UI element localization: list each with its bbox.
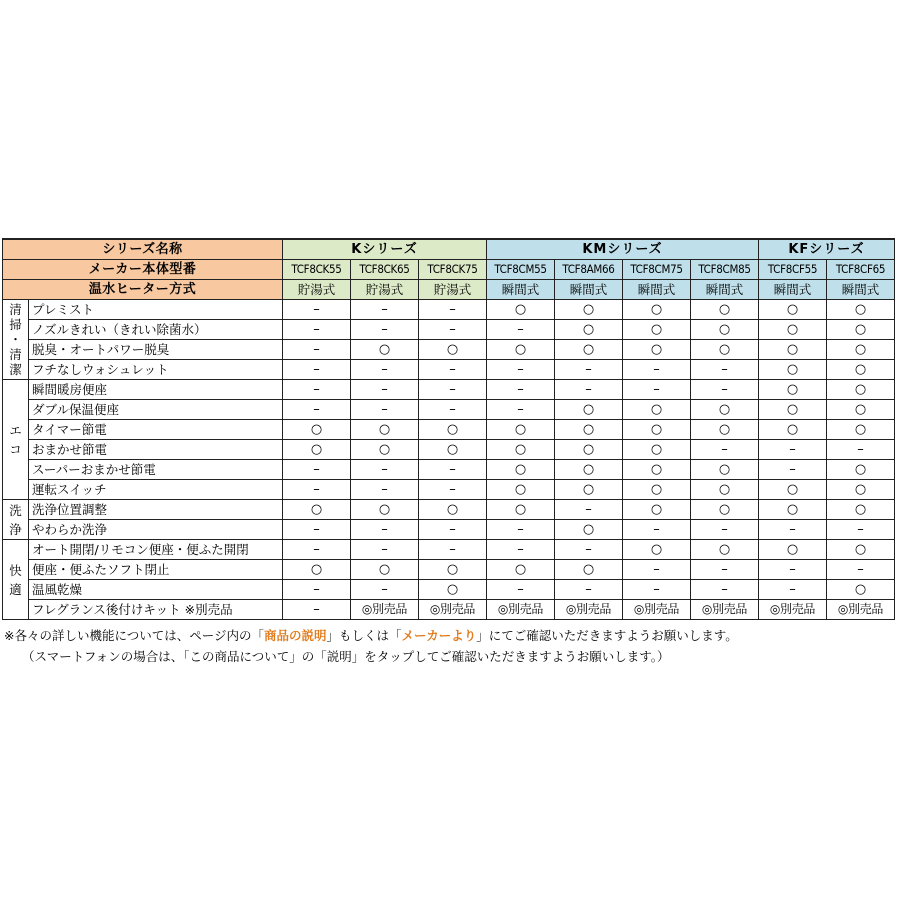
value-cell: ○: [827, 480, 895, 500]
table-row: [3, 320, 895, 340]
table-row: [3, 560, 895, 580]
value-cell: ○: [759, 480, 827, 500]
value-cell: ○: [827, 460, 895, 480]
category-char: 快: [9, 562, 22, 578]
value-cell: ○: [691, 400, 759, 420]
value-cell: –: [283, 540, 351, 560]
feature-name: 脱臭・オートパワー脱臭: [29, 340, 283, 360]
value-cell: ○: [487, 300, 555, 320]
model-6: TCF8CM85: [691, 260, 759, 280]
value-cell: –: [487, 580, 555, 600]
table-row: [3, 500, 895, 520]
value-cell: –: [419, 520, 487, 540]
value-cell: ◎別売品: [419, 600, 487, 620]
value-cell: –: [351, 380, 419, 400]
value-cell: ○: [827, 320, 895, 340]
model-5: TCF8CM75: [623, 260, 691, 280]
value-cell: ○: [827, 340, 895, 360]
value-cell: ○: [759, 500, 827, 520]
model-4: TCF8AM66: [555, 260, 623, 280]
value-cell: –: [283, 600, 351, 620]
series-name-1: KMシリーズ: [487, 239, 759, 260]
value-cell: –: [623, 360, 691, 380]
category-cell: [3, 540, 29, 620]
value-cell: –: [283, 580, 351, 600]
value-cell: –: [487, 540, 555, 560]
table-row: [3, 600, 895, 620]
model-8: TCF8CF65: [827, 260, 895, 280]
value-cell: –: [487, 520, 555, 540]
value-cell: –: [351, 400, 419, 420]
value-cell: ○: [487, 560, 555, 580]
value-cell: –: [419, 320, 487, 340]
value-cell: –: [759, 580, 827, 600]
value-cell: –: [419, 380, 487, 400]
category-cell: [3, 300, 29, 380]
value-cell: ○: [419, 420, 487, 440]
series-label-cell: シリーズ名称: [3, 239, 283, 260]
value-cell: –: [623, 380, 691, 400]
value-cell: –: [419, 300, 487, 320]
value-cell: ○: [623, 460, 691, 480]
category-char: 洗: [9, 502, 22, 518]
table-row: [3, 340, 895, 360]
value-cell: ○: [827, 300, 895, 320]
table-row: [3, 420, 895, 440]
value-cell: ○: [419, 340, 487, 360]
value-cell: –: [283, 340, 351, 360]
value-cell: –: [351, 360, 419, 380]
value-cell: ○: [691, 340, 759, 360]
value-cell: –: [827, 520, 895, 540]
value-cell: –: [283, 520, 351, 540]
value-cell: ○: [691, 320, 759, 340]
value-cell: ○: [283, 420, 351, 440]
value-cell: ○: [759, 340, 827, 360]
model-0: TCF8CK55: [283, 260, 351, 280]
feature-name: 洗浄位置調整: [29, 500, 283, 520]
value-cell: –: [827, 560, 895, 580]
feature-name: おまかせ節電: [29, 440, 283, 460]
value-cell: ○: [691, 300, 759, 320]
value-cell: ○: [759, 320, 827, 340]
value-cell: –: [759, 560, 827, 580]
value-cell: ○: [351, 500, 419, 520]
value-cell: ○: [487, 440, 555, 460]
value-cell: –: [487, 320, 555, 340]
value-cell: ○: [351, 560, 419, 580]
value-cell: ○: [691, 540, 759, 560]
category-char: エ: [9, 422, 22, 438]
value-cell: –: [351, 540, 419, 560]
model-2: TCF8CK75: [419, 260, 487, 280]
table-row: [3, 460, 895, 480]
series-name-2: KFシリーズ: [759, 239, 895, 260]
value-cell: ○: [555, 340, 623, 360]
value-cell: ◎別売品: [827, 600, 895, 620]
model-label-cell: メーカー本体型番: [3, 260, 283, 280]
value-cell: ○: [487, 480, 555, 500]
feature-name: オート開閉/リモコン便座・便ふた開閉: [29, 540, 283, 560]
value-cell: –: [283, 320, 351, 340]
value-cell: ○: [283, 500, 351, 520]
value-cell: –: [555, 580, 623, 600]
value-cell: ○: [759, 300, 827, 320]
feature-name: フチなしウォシュレット: [29, 360, 283, 380]
heater-type-8: 瞬間式: [827, 280, 895, 300]
value-cell: –: [555, 380, 623, 400]
value-cell: –: [555, 500, 623, 520]
value-cell: ○: [623, 400, 691, 420]
feature-name: ノズルきれい（きれい除菌水）: [29, 320, 283, 340]
value-cell: ○: [283, 440, 351, 460]
value-cell: ○: [283, 560, 351, 580]
value-cell: ○: [623, 480, 691, 500]
value-cell: ○: [623, 300, 691, 320]
value-cell: –: [283, 300, 351, 320]
table-row: [3, 300, 895, 320]
value-cell: –: [419, 400, 487, 420]
model-3: TCF8CM55: [487, 260, 555, 280]
table-row: [3, 440, 895, 460]
heater-type-1: 貯湯式: [351, 280, 419, 300]
value-cell: –: [623, 560, 691, 580]
value-cell: ○: [623, 420, 691, 440]
heater-label-cell: 温水ヒーター方式: [3, 280, 283, 300]
value-cell: ○: [419, 560, 487, 580]
value-cell: –: [827, 440, 895, 460]
heater-type-0: 貯湯式: [283, 280, 351, 300]
maker-info-link[interactable]: メーカーより: [401, 628, 477, 643]
value-cell: –: [691, 360, 759, 380]
feature-name: やわらか洗浄: [29, 520, 283, 540]
value-cell: ○: [555, 420, 623, 440]
value-cell: –: [351, 320, 419, 340]
value-cell: –: [691, 520, 759, 540]
heater-type-2: 貯湯式: [419, 280, 487, 300]
feature-name: 運転スイッチ: [29, 480, 283, 500]
value-cell: ○: [487, 340, 555, 360]
value-cell: –: [487, 380, 555, 400]
value-cell: ○: [487, 460, 555, 480]
value-cell: ◎別売品: [487, 600, 555, 620]
value-cell: –: [759, 440, 827, 460]
value-cell: ○: [827, 500, 895, 520]
heater-type-3: 瞬間式: [487, 280, 555, 300]
category-char: 清: [9, 347, 22, 362]
value-cell: –: [419, 480, 487, 500]
value-cell: –: [419, 360, 487, 380]
value-cell: –: [691, 580, 759, 600]
value-cell: ○: [827, 580, 895, 600]
value-cell: ○: [487, 500, 555, 520]
value-cell: –: [419, 460, 487, 480]
value-cell: –: [759, 460, 827, 480]
heater-type-4: 瞬間式: [555, 280, 623, 300]
value-cell: ○: [419, 500, 487, 520]
feature-name: 便座・便ふたソフト閉止: [29, 560, 283, 580]
value-cell: –: [487, 400, 555, 420]
value-cell: –: [283, 400, 351, 420]
value-cell: ○: [827, 540, 895, 560]
table-row: [3, 520, 895, 540]
feature-name: タイマー節電: [29, 420, 283, 440]
value-cell: ○: [555, 400, 623, 420]
value-cell: ◎別売品: [691, 600, 759, 620]
feature-name: 瞬間暖房便座: [29, 380, 283, 400]
value-cell: –: [351, 480, 419, 500]
model-1: TCF8CK65: [351, 260, 419, 280]
category-cell: [3, 380, 29, 500]
value-cell: ○: [759, 380, 827, 400]
heater-type-7: 瞬間式: [759, 280, 827, 300]
note-line-2: （スマートフォンの場合は、「この商品について」の「説明」をタップしてご確認いただきますようお願いします。）: [22, 649, 670, 664]
value-cell: ○: [623, 540, 691, 560]
value-cell: ○: [419, 580, 487, 600]
feature-name: フレグランス後付けキット ※別売品: [29, 600, 283, 620]
value-cell: ○: [555, 320, 623, 340]
note-text: 」にてご確認いただきますようお願いします。: [476, 628, 738, 643]
model-7: TCF8CF55: [759, 260, 827, 280]
value-cell: ○: [351, 440, 419, 460]
feature-name: 温風乾燥: [29, 580, 283, 600]
note-text: 」もしくは「: [326, 628, 402, 643]
heater-type-5: 瞬間式: [623, 280, 691, 300]
value-cell: –: [759, 520, 827, 540]
value-cell: ○: [691, 420, 759, 440]
value-cell: ○: [827, 420, 895, 440]
value-cell: –: [351, 520, 419, 540]
value-cell: ○: [759, 420, 827, 440]
value-cell: –: [283, 460, 351, 480]
value-cell: –: [419, 540, 487, 560]
feature-name: スーパーおまかせ節電: [29, 460, 283, 480]
value-cell: –: [283, 360, 351, 380]
category-char: 潔: [9, 362, 22, 377]
product-description-link[interactable]: 商品の説明: [263, 628, 327, 643]
value-cell: ○: [759, 400, 827, 420]
value-cell: ○: [827, 400, 895, 420]
category-char: コ: [9, 441, 22, 457]
value-cell: ○: [691, 500, 759, 520]
table-row: [3, 360, 895, 380]
category-char: 浄: [9, 521, 22, 537]
value-cell: –: [351, 300, 419, 320]
value-cell: –: [691, 380, 759, 400]
value-cell: ○: [759, 540, 827, 560]
value-cell: ○: [623, 440, 691, 460]
table-row: [3, 480, 895, 500]
note-line-1: [4, 626, 738, 644]
value-cell: –: [623, 580, 691, 600]
feature-name: ダブル保温便座: [29, 400, 283, 420]
value-cell: ○: [555, 460, 623, 480]
category-char: 適: [9, 581, 22, 597]
value-cell: –: [283, 380, 351, 400]
value-cell: –: [351, 460, 419, 480]
value-cell: ◎別売品: [555, 600, 623, 620]
value-cell: ○: [351, 420, 419, 440]
value-cell: ○: [555, 560, 623, 580]
category-char: 清: [9, 302, 22, 317]
value-cell: ○: [623, 340, 691, 360]
value-cell: –: [351, 580, 419, 600]
note-text: ※各々の詳しい機能については、ページ内の「: [4, 628, 264, 643]
value-cell: ○: [555, 480, 623, 500]
table-row: [3, 380, 895, 400]
value-cell: –: [691, 440, 759, 460]
value-cell: ○: [419, 440, 487, 460]
category-cell: [3, 500, 29, 540]
value-cell: –: [487, 360, 555, 380]
series-name-0: Kシリーズ: [283, 239, 487, 260]
value-cell: ○: [691, 480, 759, 500]
value-cell: ◎別売品: [351, 600, 419, 620]
spec-comparison-table: [2, 238, 895, 620]
value-cell: ○: [555, 300, 623, 320]
value-cell: –: [555, 540, 623, 560]
value-cell: –: [691, 560, 759, 580]
heater-type-6: 瞬間式: [691, 280, 759, 300]
table-row: [3, 400, 895, 420]
value-cell: –: [623, 520, 691, 540]
value-cell: ○: [827, 360, 895, 380]
value-cell: ○: [555, 440, 623, 460]
value-cell: ○: [555, 520, 623, 540]
value-cell: ○: [487, 420, 555, 440]
value-cell: ○: [827, 380, 895, 400]
category-char: 掃: [9, 317, 22, 332]
value-cell: ○: [691, 460, 759, 480]
value-cell: ◎別売品: [623, 600, 691, 620]
table-row: [3, 540, 895, 560]
feature-name: プレミスト: [29, 300, 283, 320]
value-cell: ○: [623, 320, 691, 340]
value-cell: ◎別売品: [759, 600, 827, 620]
value-cell: –: [555, 360, 623, 380]
value-cell: ○: [623, 500, 691, 520]
category-char: ・: [9, 332, 22, 347]
value-cell: ○: [759, 360, 827, 380]
table-row: [3, 580, 895, 600]
value-cell: –: [283, 480, 351, 500]
value-cell: ○: [351, 340, 419, 360]
